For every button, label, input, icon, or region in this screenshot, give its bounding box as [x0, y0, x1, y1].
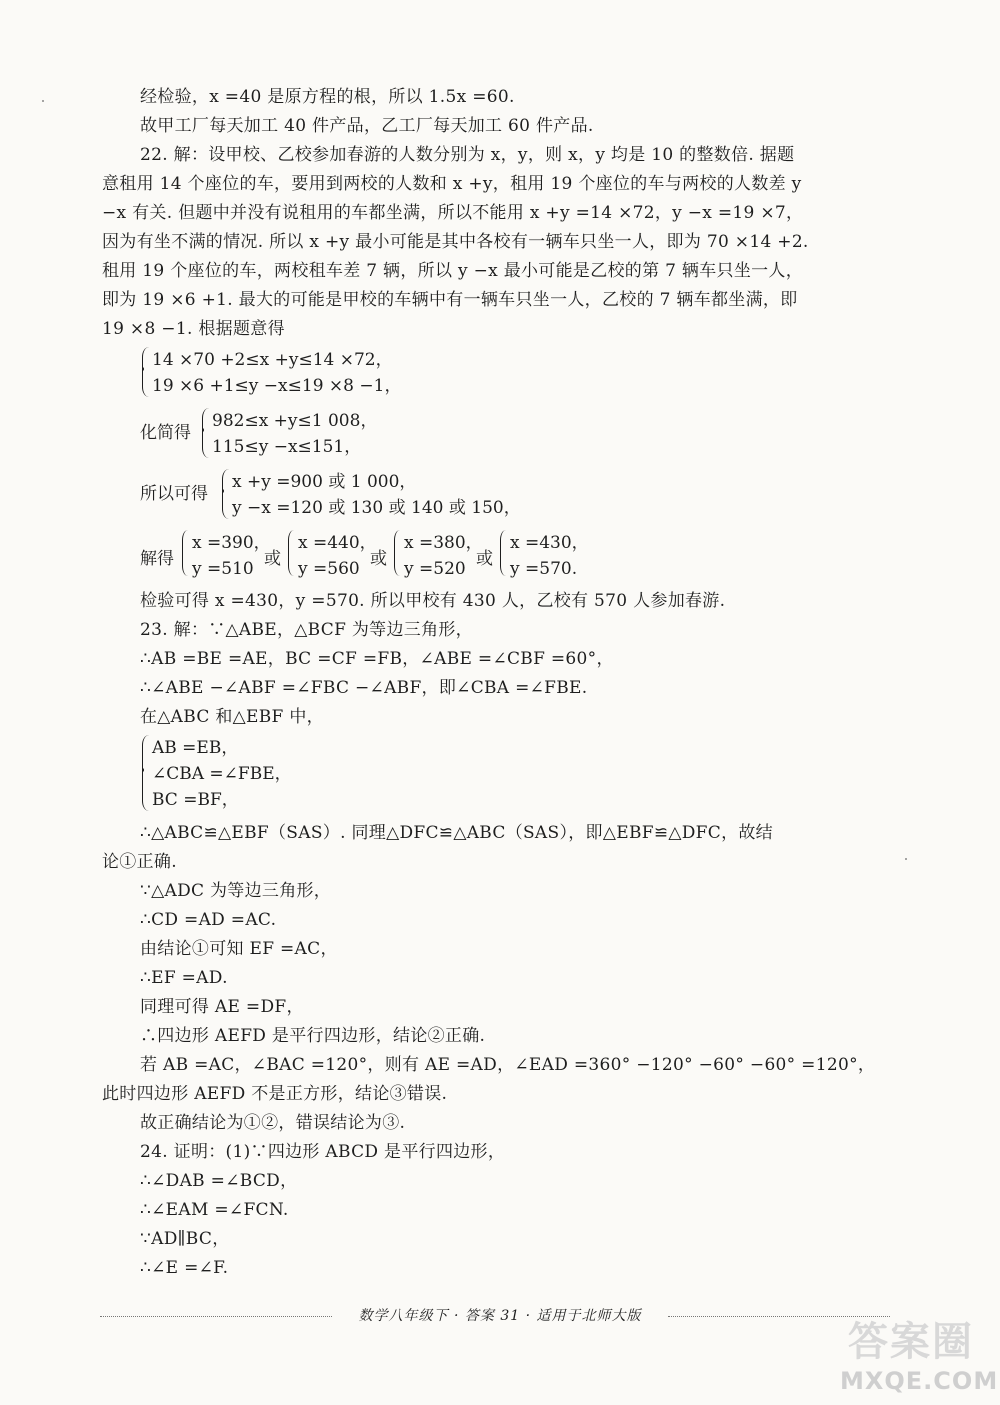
text-line: 即为 19 ×6 +1. 最大的可能是甲校的车辆中有一辆车只坐一人，乙校的 7 辆车都坐满，即 — [102, 290, 798, 310]
solution-sets — [140, 530, 600, 584]
brace — [142, 735, 150, 811]
system-prefix: 所以可得 — [140, 484, 208, 504]
text-line: 论①正确. — [102, 852, 177, 872]
scan-speck — [42, 100, 44, 102]
text-line: ∴CD =AD =AC. — [140, 910, 277, 930]
system-row: AB =EB， — [152, 738, 239, 758]
text-line: −x 有关. 但题中并没有说租用的车都坐满，所以不能用 x +y =14 ×72，y −x =19 ×7， — [102, 203, 804, 223]
text-line: 19 ×8 −1. 根据题意得 — [102, 319, 285, 339]
brace — [288, 530, 295, 576]
watermark-logo — [836, 1318, 999, 1400]
text-line: 经检验，x =40 是原方程的根，所以 1.5x =60. — [140, 87, 515, 107]
brace — [222, 469, 230, 519]
page-footer — [100, 1304, 890, 1328]
footer-text: 数学八年级下 · 答案 31 · 适用于北师大版 — [358, 1308, 642, 1324]
text-line: 因为有坐不满的情况. 所以 x +y 最小可能是其中各校有一辆车只坐一人，即为 70 ×14 +2. — [102, 232, 809, 252]
solution-row: y =560 — [298, 559, 360, 579]
text-line: ∴EF =AD. — [140, 968, 228, 988]
solution-row: x =380， — [404, 533, 483, 553]
text-line: ∴△ABC≌△EBF（SAS）. 同理△DFC≌△ABC（SAS），即△EBF≌△DFC，故结 — [140, 823, 773, 843]
footer-rule-left — [100, 1316, 332, 1317]
text-line: 22. 解：设甲校、乙校参加春游的人数分别为 x，y，则 x，y 均是 10 的整数倍. 据题 — [140, 145, 795, 165]
text-line: ∴四边形 AEFD 是平行四边形，结论②正确. — [140, 1026, 486, 1046]
text-line: ∴AB =BE =AE，BC =CF =FB，∠ABE =∠CBF =60°， — [140, 649, 614, 669]
system-prefix: 化简得 — [140, 423, 191, 443]
scan-speck — [905, 858, 907, 860]
system-row: 982≤x +y≤1 008， — [212, 411, 378, 431]
or-label: 或 — [476, 549, 493, 569]
system-row: y −x =120 或 130 或 140 或 150， — [232, 498, 521, 518]
system-row: 115≤y −x≤151， — [212, 437, 362, 457]
brace — [202, 408, 210, 458]
footer-rule-right — [668, 1316, 890, 1317]
brace — [394, 530, 401, 576]
solution-row: x =430， — [510, 533, 589, 553]
solution-row: y =510 — [192, 559, 254, 579]
text-line: 同理可得 AE =DF， — [140, 997, 304, 1017]
solution-row: y =520 — [404, 559, 466, 579]
brace — [142, 347, 150, 397]
text-line: 在△ABC 和△EBF 中， — [140, 707, 324, 727]
or-label: 或 — [264, 549, 281, 569]
text-line: 23. 解：∵△ABE，△BCF 为等边三角形， — [140, 620, 473, 640]
text-line: 故正确结论为①②，错误结论为③. — [140, 1113, 406, 1133]
text-line: 由结论①可知 EF =AC， — [140, 939, 338, 959]
text-line: ∴∠E =∠F. — [140, 1258, 229, 1278]
watermark-url: MXQE.COM — [840, 1367, 999, 1395]
solution-row: x =440， — [298, 533, 377, 553]
text-line: 意租用 14 个座位的车，要用到两校的人数和 x +y，租用 19 个座位的车与两校的人数差 y — [102, 174, 802, 194]
text-line: 租用 19 个座位的车，两校租车差 7 辆，所以 y −x 最小可能是乙校的第 7 辆车只坐一人， — [102, 261, 804, 281]
system-row: 14 ×70 +2≤x +y≤14 ×72， — [152, 350, 393, 370]
system-row: ∠CBA =∠FBE， — [152, 764, 292, 784]
text-line: 若 AB =AC，∠BAC =120°，则有 AE =AD，∠EAD =360° −120° −60° −60° =120°， — [140, 1055, 876, 1075]
system-row: x +y =900 或 1 000， — [232, 472, 417, 492]
brace — [182, 530, 189, 576]
text-line: 检验可得 x =430，y =570. 所以甲校有 430 人，乙校有 570 人参加春游. — [140, 591, 726, 611]
brace — [500, 530, 507, 576]
system-row: BC =BF， — [152, 790, 239, 810]
solution-prefix: 解得 — [140, 549, 174, 569]
solution-row: y =570. — [510, 559, 578, 579]
or-label: 或 — [370, 549, 387, 569]
text-line: 故甲工厂每天加工 40 件产品，乙工厂每天加工 60 件产品. — [140, 116, 594, 136]
text-line: ∴∠DAB =∠BCD， — [140, 1171, 298, 1191]
text-line: ∵AD∥BC， — [140, 1229, 230, 1249]
text-line: ∵△ADC 为等边三角形， — [140, 881, 332, 901]
solution-row: x =390， — [192, 533, 271, 553]
system-row: 19 ×6 +1≤y −x≤19 ×8 −1， — [152, 376, 402, 396]
watermark-title: 答案圈 — [848, 1319, 974, 1365]
text-line: 24. 证明：(1)∵四边形 ABCD 是平行四边形， — [140, 1142, 506, 1162]
text-line: ∴∠ABE −∠ABF =∠FBC −∠ABF，即∠CBA =∠FBE. — [140, 678, 588, 698]
text-line: 此时四边形 AEFD 不是正方形，结论③错误. — [102, 1084, 448, 1104]
text-line: ∴∠EAM =∠FCN. — [140, 1200, 289, 1220]
